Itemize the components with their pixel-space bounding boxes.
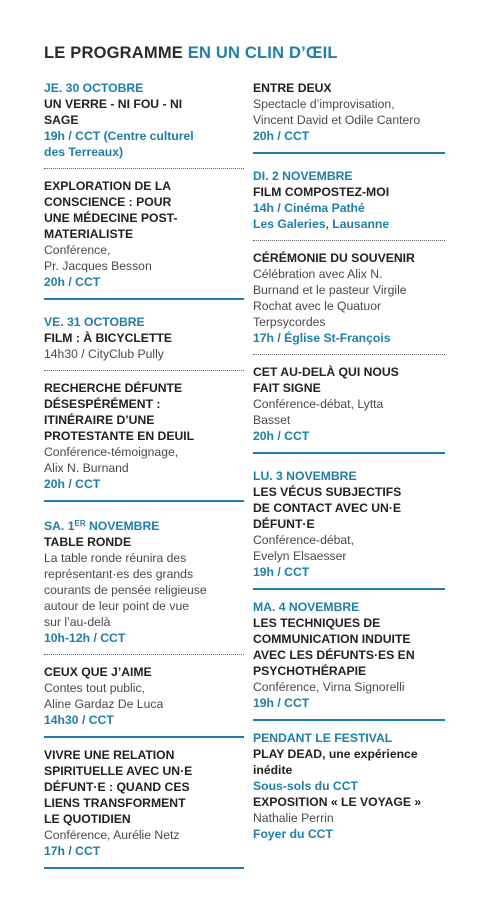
program-column-right bbox=[253, 80, 445, 859]
event-title: DÉSESPÉRÉMENT : bbox=[44, 397, 161, 411]
title-accent: EN UN CLIN D’ŒIL bbox=[187, 44, 338, 62]
program-entry bbox=[253, 250, 445, 355]
event-description: Célébration avec Alix N. bbox=[253, 267, 383, 281]
event-title: CÉRÉMONIE DU SOUVENIR bbox=[253, 251, 415, 265]
event-title: FILM COMPOSTEZ-MOI bbox=[253, 185, 390, 199]
event-title: DÉFUNT·E : QUAND CES bbox=[44, 780, 190, 794]
event-title: CEUX QUE J’AIME bbox=[44, 665, 152, 679]
program-entry bbox=[253, 168, 445, 241]
program-column-left bbox=[44, 80, 244, 878]
event-title: inédite bbox=[253, 763, 293, 777]
event-description: La table ronde réunira des bbox=[44, 551, 187, 565]
event-title: AVEC LES DÉFUNTS·ES EN bbox=[253, 648, 415, 662]
event-title: LES TECHNIQUES DE bbox=[253, 616, 381, 630]
day-heading: JE. 30 OCTOBRE bbox=[44, 81, 144, 95]
event-description: Alix N. Burnand bbox=[44, 461, 129, 475]
day-heading-text: NOVEMBRE bbox=[85, 519, 160, 533]
program-entry bbox=[253, 468, 445, 590]
page-title bbox=[44, 44, 338, 63]
event-title: CET AU-DELÀ QUI NOUS bbox=[253, 365, 399, 379]
event-title: LE QUOTIDIEN bbox=[44, 812, 131, 826]
event-description: Conférence-débat, bbox=[253, 533, 354, 547]
event-title: VIVRE UNE RELATION bbox=[44, 748, 175, 762]
event-time-venue: 17h / Église St-François bbox=[253, 331, 391, 345]
program-entry bbox=[44, 516, 244, 655]
event-time-venue: 14h30 / CityClub Pully bbox=[44, 347, 164, 361]
day-heading: VE. 31 OCTOBRE bbox=[44, 315, 145, 329]
program-entry bbox=[44, 314, 244, 371]
event-time-venue: des Terreaux) bbox=[44, 145, 124, 159]
program-entry bbox=[44, 380, 244, 502]
event-description: Conférence, Virna Signorelli bbox=[253, 680, 405, 694]
event-description: Conférence-témoignage, bbox=[44, 445, 179, 459]
event-title: SPIRITUELLE AVEC UN·E bbox=[44, 764, 193, 778]
event-description: autour de leur point de vue bbox=[44, 599, 190, 613]
event-time-venue: 10h-12h / CCT bbox=[44, 631, 126, 645]
event-time-venue: 19h / CCT bbox=[253, 696, 310, 710]
event-time-venue: 20h / CCT bbox=[253, 429, 310, 443]
event-title: TABLE RONDE bbox=[44, 535, 132, 549]
event-description: Contes tout public, bbox=[44, 681, 145, 695]
day-heading: DI. 2 NOVEMBRE bbox=[253, 169, 353, 183]
event-description: représentant·es des grands bbox=[44, 567, 194, 581]
event-description: Nathalie Perrin bbox=[253, 811, 334, 825]
event-title: CONSCIENCE : POUR bbox=[44, 195, 172, 209]
event-time-venue: Foyer du CCT bbox=[253, 827, 333, 841]
event-title: PSYCHOTHÉRAPIE bbox=[253, 664, 367, 678]
event-title: COMMUNICATION INDUITE bbox=[253, 632, 411, 646]
event-description: Evelyn Elsaesser bbox=[253, 549, 347, 563]
event-title: UNE MÉDECINE POST- bbox=[44, 211, 178, 225]
day-heading: PENDANT LE FESTIVAL bbox=[253, 731, 393, 745]
event-description: Conférence, Aurélie Netz bbox=[44, 828, 180, 842]
event-description: courants de pensée religieuse bbox=[44, 583, 207, 597]
event-description: Pr. Jacques Besson bbox=[44, 259, 152, 273]
event-title: MATERIALISTE bbox=[44, 227, 134, 241]
event-description: Conférence-débat, Lytta bbox=[253, 397, 384, 411]
program-entry bbox=[44, 178, 244, 300]
program-entry bbox=[44, 664, 244, 738]
day-heading-text: SA. 1 bbox=[44, 519, 75, 533]
event-time-venue: 20h / CCT bbox=[253, 129, 310, 143]
program-entry bbox=[253, 80, 445, 154]
event-title: FILM : À BICYCLETTE bbox=[44, 331, 172, 345]
day-heading: MA. 4 NOVEMBRE bbox=[253, 600, 360, 614]
event-title: FAIT SIGNE bbox=[253, 381, 321, 395]
event-description: Rochat avec le Quatuor bbox=[253, 299, 382, 313]
event-time-venue: 14h / Cinéma Pathé bbox=[253, 201, 365, 215]
event-time-venue: 20h / CCT bbox=[44, 275, 101, 289]
event-title: EXPOSITION « LE VOYAGE » bbox=[253, 795, 422, 809]
event-title: PLAY DEAD, une expérience bbox=[253, 747, 418, 761]
program-entry bbox=[253, 730, 445, 850]
program-entry bbox=[253, 364, 445, 454]
program-entry bbox=[44, 80, 244, 169]
event-title: PROTESTANTE EN DEUIL bbox=[44, 429, 195, 443]
event-description: Aline Gardaz De Luca bbox=[44, 697, 164, 711]
event-time-venue: 19h / CCT bbox=[253, 565, 310, 579]
event-title: DÉFUNT·E bbox=[253, 517, 315, 531]
event-title: RECHERCHE DÉFUNTE bbox=[44, 381, 183, 395]
event-description: Conférence, bbox=[44, 243, 111, 257]
event-title: DE CONTACT AVEC UN·E bbox=[253, 501, 402, 515]
event-title: UN VERRE - NI FOU - NI bbox=[44, 97, 183, 111]
event-description: sur l’au-delà bbox=[44, 615, 111, 629]
day-heading bbox=[44, 516, 244, 534]
event-time-venue: Les Galeries, Lausanne bbox=[253, 217, 390, 231]
event-time-venue: 14h30 / CCT bbox=[44, 713, 114, 727]
day-heading: LU. 3 NOVEMBRE bbox=[253, 469, 357, 483]
program-entry bbox=[44, 747, 244, 869]
event-description: Vincent David et Odile Cantero bbox=[253, 113, 421, 127]
event-title: LES VÉCUS SUBJECTIFS bbox=[253, 485, 402, 499]
event-description: Burnand et le pasteur Virgile bbox=[253, 283, 407, 297]
event-description: Basset bbox=[253, 413, 291, 427]
event-title: SAGE bbox=[44, 113, 79, 127]
event-description: Spectacle d’improvisation, bbox=[253, 97, 395, 111]
event-time-venue: 17h / CCT bbox=[44, 844, 101, 858]
event-time-venue: 20h / CCT bbox=[44, 477, 101, 491]
day-heading-sup: ER bbox=[74, 519, 86, 528]
event-time-venue: 19h / CCT (Centre culturel bbox=[44, 129, 194, 143]
event-title: LIENS TRANSFORMENT bbox=[44, 796, 186, 810]
event-description: Terpsycordes bbox=[253, 315, 326, 329]
event-title: ITINÉRAIRE D’UNE bbox=[44, 413, 155, 427]
event-time-venue: Sous-sols du CCT bbox=[253, 779, 358, 793]
event-title: EXPLORATION DE LA bbox=[44, 179, 172, 193]
event-title: ENTRE DEUX bbox=[253, 81, 332, 95]
program-entry bbox=[253, 599, 445, 721]
title-main: LE PROGRAMME bbox=[44, 44, 183, 62]
